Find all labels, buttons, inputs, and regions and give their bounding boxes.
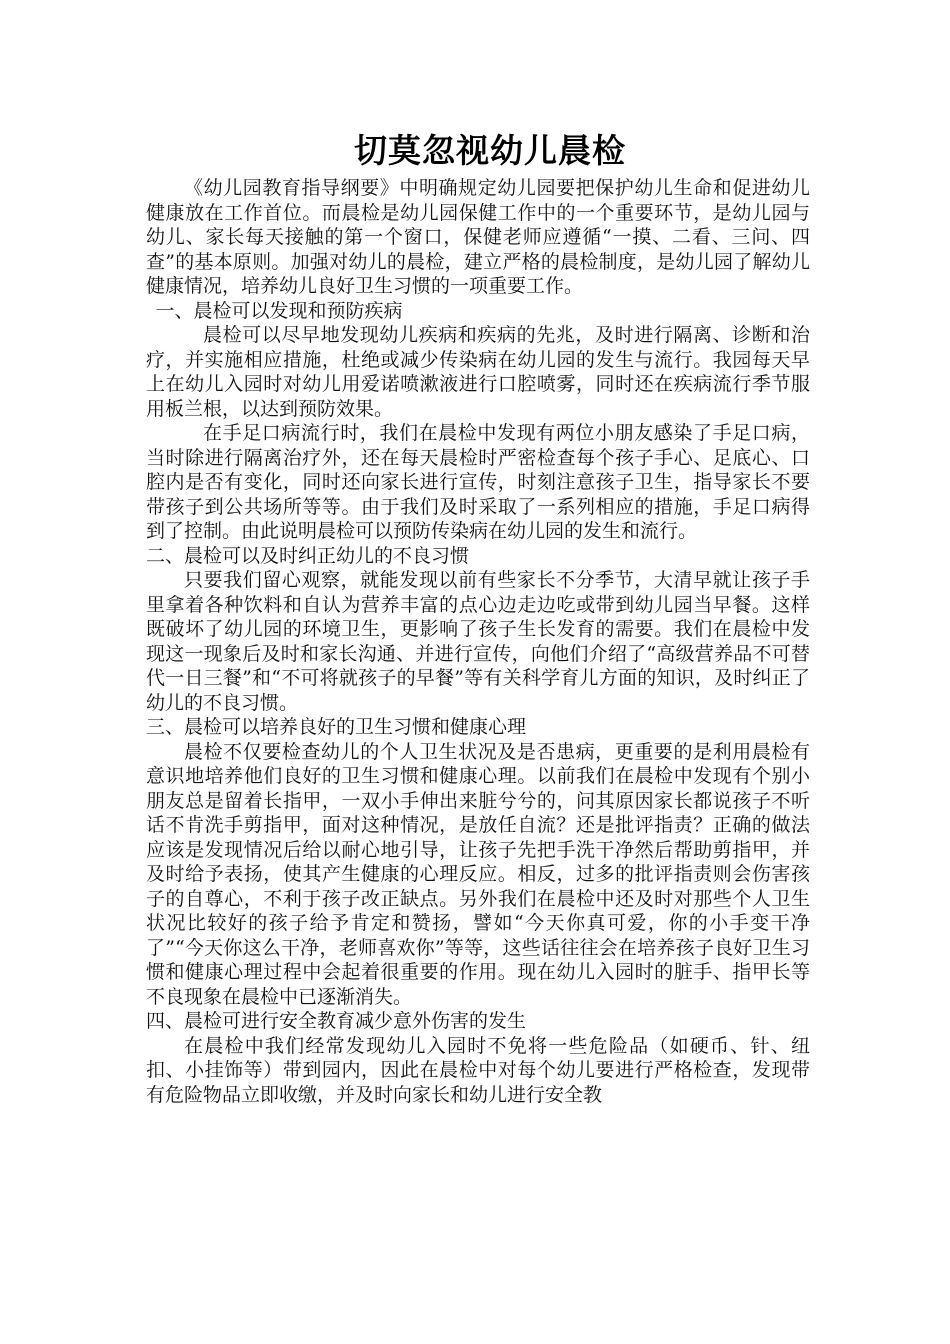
section-heading-3: 三、晨检可以培养良好的卫生习惯和健康心理 (146, 716, 527, 738)
section-1-paragraph-1: 晨检可以尽早地发现幼儿疾病和疾病的先兆，及时进行隔离、诊断和治疗，并实施相应措施，杜绝或减少传染病在幼儿园的发生与流行。我园每天早上在幼儿入园时对幼儿用爱诺喷漱液进行口腔喷雾，同时还在疾病流行季节服用板兰根，以达到预防效果。 (146, 324, 810, 420)
document-title: 切莫忽视幼儿晨检 (354, 131, 626, 170)
intro-paragraph: 《幼儿园教育指导纲要》中明确规定幼儿园要把保护幼儿生命和促进幼儿健康放在工作首位。而晨检是幼儿园保健工作中的一个重要环节，是幼儿园与幼儿、家长每天接触的第一个窗口，保健老师应遵循“一摸、二看、三问、四查”的基本原则。加强对幼儿的晨检，建立严格的晨检制度，是幼儿园了解幼儿健康情况，培养幼儿良好卫生习惯的一项重要工作。 (146, 177, 810, 297)
section-4-paragraph-1: 在晨检中我们经常发现幼儿入园时不免将一些危险品（如硬币、针、纽扣、小挂饰等）带到园内，因此在晨检中对每个幼儿要进行严格检查，发现带有危险物品立即收缴，并及时向家长和幼儿进行安全教 (146, 1034, 810, 1106)
section-heading-1: 一、晨检可以发现和预防疾病 (155, 299, 403, 322)
section-heading-4: 四、晨检可进行安全教育减少意外伤害的发生 (146, 1010, 527, 1032)
section-3-paragraph-1: 晨检不仅要检查幼儿的个人卫生状况及是否患病，更重要的是利用晨检有意识地培养他们良好的卫生习惯和健康心理。以前我们在晨检中发现有个别小朋友总是留着长指甲，一双小手伸出来脏兮兮的，问其原因家长都说孩子不听话不肯洗手剪指甲，面对这种情况，是放任自流？还是批评指责？正确的做法应该是发现情况后给以耐心地引导，让孩子先把手洗干净然后帮助剪指甲，并及时给予表扬，使其产生健康的心理反应。相反，过多的批评指责则会伤害孩子的自尊心，不利于孩子改正缺点。另外我们在晨检中还及时对那些个人卫生状况比较好的孩子给予肯定和赞扬，譬如“今天你真可爱，你的小手变干净了”“今天你这么干净，老师喜欢你”等等，这些话往往会在培养孩子良好卫生习惯和健康心理过程中会起着很重要的作用。现在幼儿入园时的脏手、指甲长等不良现象在晨检中已逐渐消失。 (146, 740, 810, 1008)
section-2-paragraph-1: 只要我们留心观察，就能发现以前有些家长不分季节，大清早就让孩子手里拿着各种饮料和自认为营养丰富的点心边走边吃或带到幼儿园当早餐。这样既破坏了幼儿园的环境卫生，更影响了孩子生长发育的需要。我们在晨检中发现这一现象后及时和家长沟通、并进行宣传，向他们介绍了“高级营养品不可替代一日三餐”和“不可将就孩子的早餐”等有关科学育儿方面的知识，及时纠正了幼儿的不良习惯。 (146, 569, 810, 714)
section-1-paragraph-2: 在手足口病流行时，我们在晨检中发现有两位小朋友感染了手足口病，当时除进行隔离治疗外，还在每天晨检时严密检查每个孩子手心、足底心、口腔内是否有变化，同时还向家长进行宣传，时刻注意孩子卫生，指导家长不要带孩子到公共场所等等。由于我们及时采取了一系列相应的措施，手足口病得到了控制。由此说明晨检可以预防传染病在幼儿园的发生和流行。 (146, 422, 810, 542)
section-heading-2: 二、晨检可以及时纠正幼儿的不良习惯 (146, 544, 470, 567)
document-body (146, 176, 810, 1107)
